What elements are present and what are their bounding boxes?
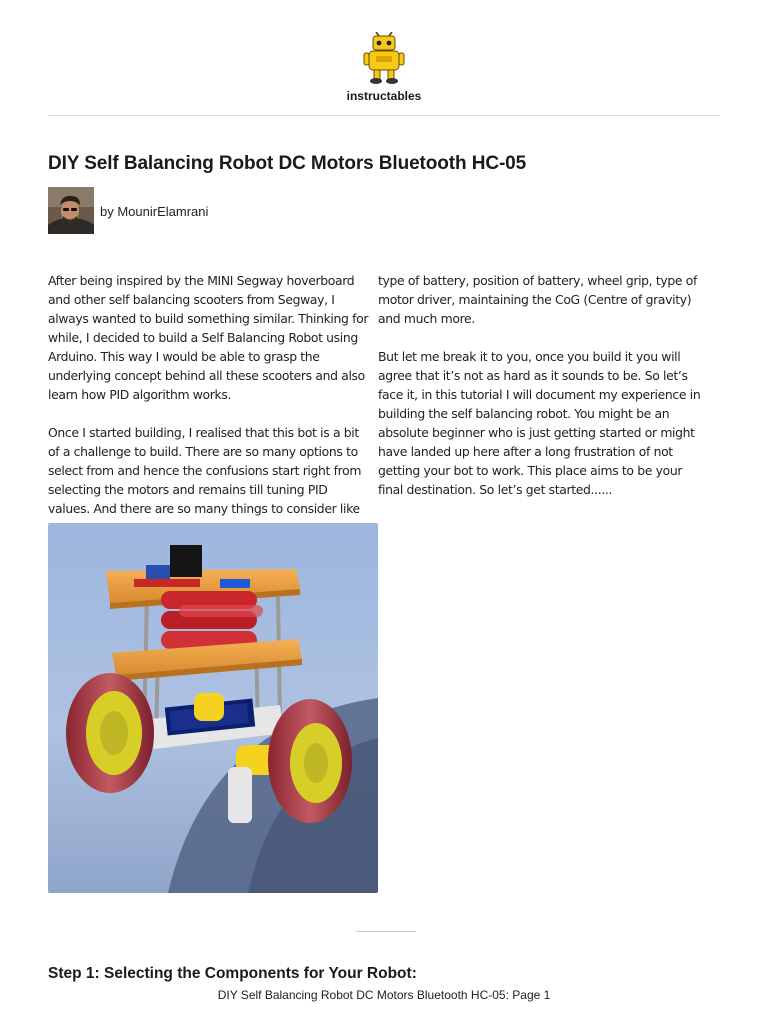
page-header <box>0 0 768 116</box>
body-column-left <box>48 271 370 537</box>
header-divider <box>48 115 720 116</box>
page-footer: DIY Self Balancing Robot DC Motors Bluetooth HC-05: Page 1 <box>217 988 551 1002</box>
paragraph: type of battery, position of battery, wheel grip, type of motor driver, maintaining the CoG (Centre of gravity) and much more. <box>378 273 697 326</box>
body-column-right <box>378 271 708 518</box>
author-byline[interactable]: by MounirElamrani <box>100 204 209 219</box>
paragraph: After being inspired by the MINI Segway hoverboard and other self balancing scooters from Segway, I always wanted to build something similar. Thinking for while, I decided to build a Self Balancing Robot using Arduino. This way I would be able to grasp the underlying concept behind all these scooters and also learn how PID algorithm works. <box>48 273 369 402</box>
paragraph: Once I started building, I realised that this bot is a bit of a challenge to build. There are so many options to select from and hence the confusions start right from selecting the motors and remains till tuning PID values. And there are so many things to consider like <box>48 425 362 516</box>
section-divider <box>356 931 416 932</box>
page-title: DIY Self Balancing Robot DC Motors Bluetooth HC-05 <box>48 153 527 174</box>
step-heading: Step 1: Selecting the Components for Your Robot: <box>48 965 417 982</box>
paragraph: But let me break it to you, once you build it you will agree that it’s not as hard as it sounds to be. So let’s face it, in this tutorial I will document my experience in building the self balancing robot. You might be an absolute beginner who is just getting started or might have landed up here after a long frustration of not getting your bot to work. This place aims to be your final destination. So let’s get started...... <box>378 349 701 497</box>
brand-name[interactable]: instructables <box>346 89 422 103</box>
avatar[interactable] <box>48 187 94 234</box>
instructables-robot-logo[interactable] <box>362 32 406 86</box>
robot-render-image[interactable] <box>48 523 378 893</box>
